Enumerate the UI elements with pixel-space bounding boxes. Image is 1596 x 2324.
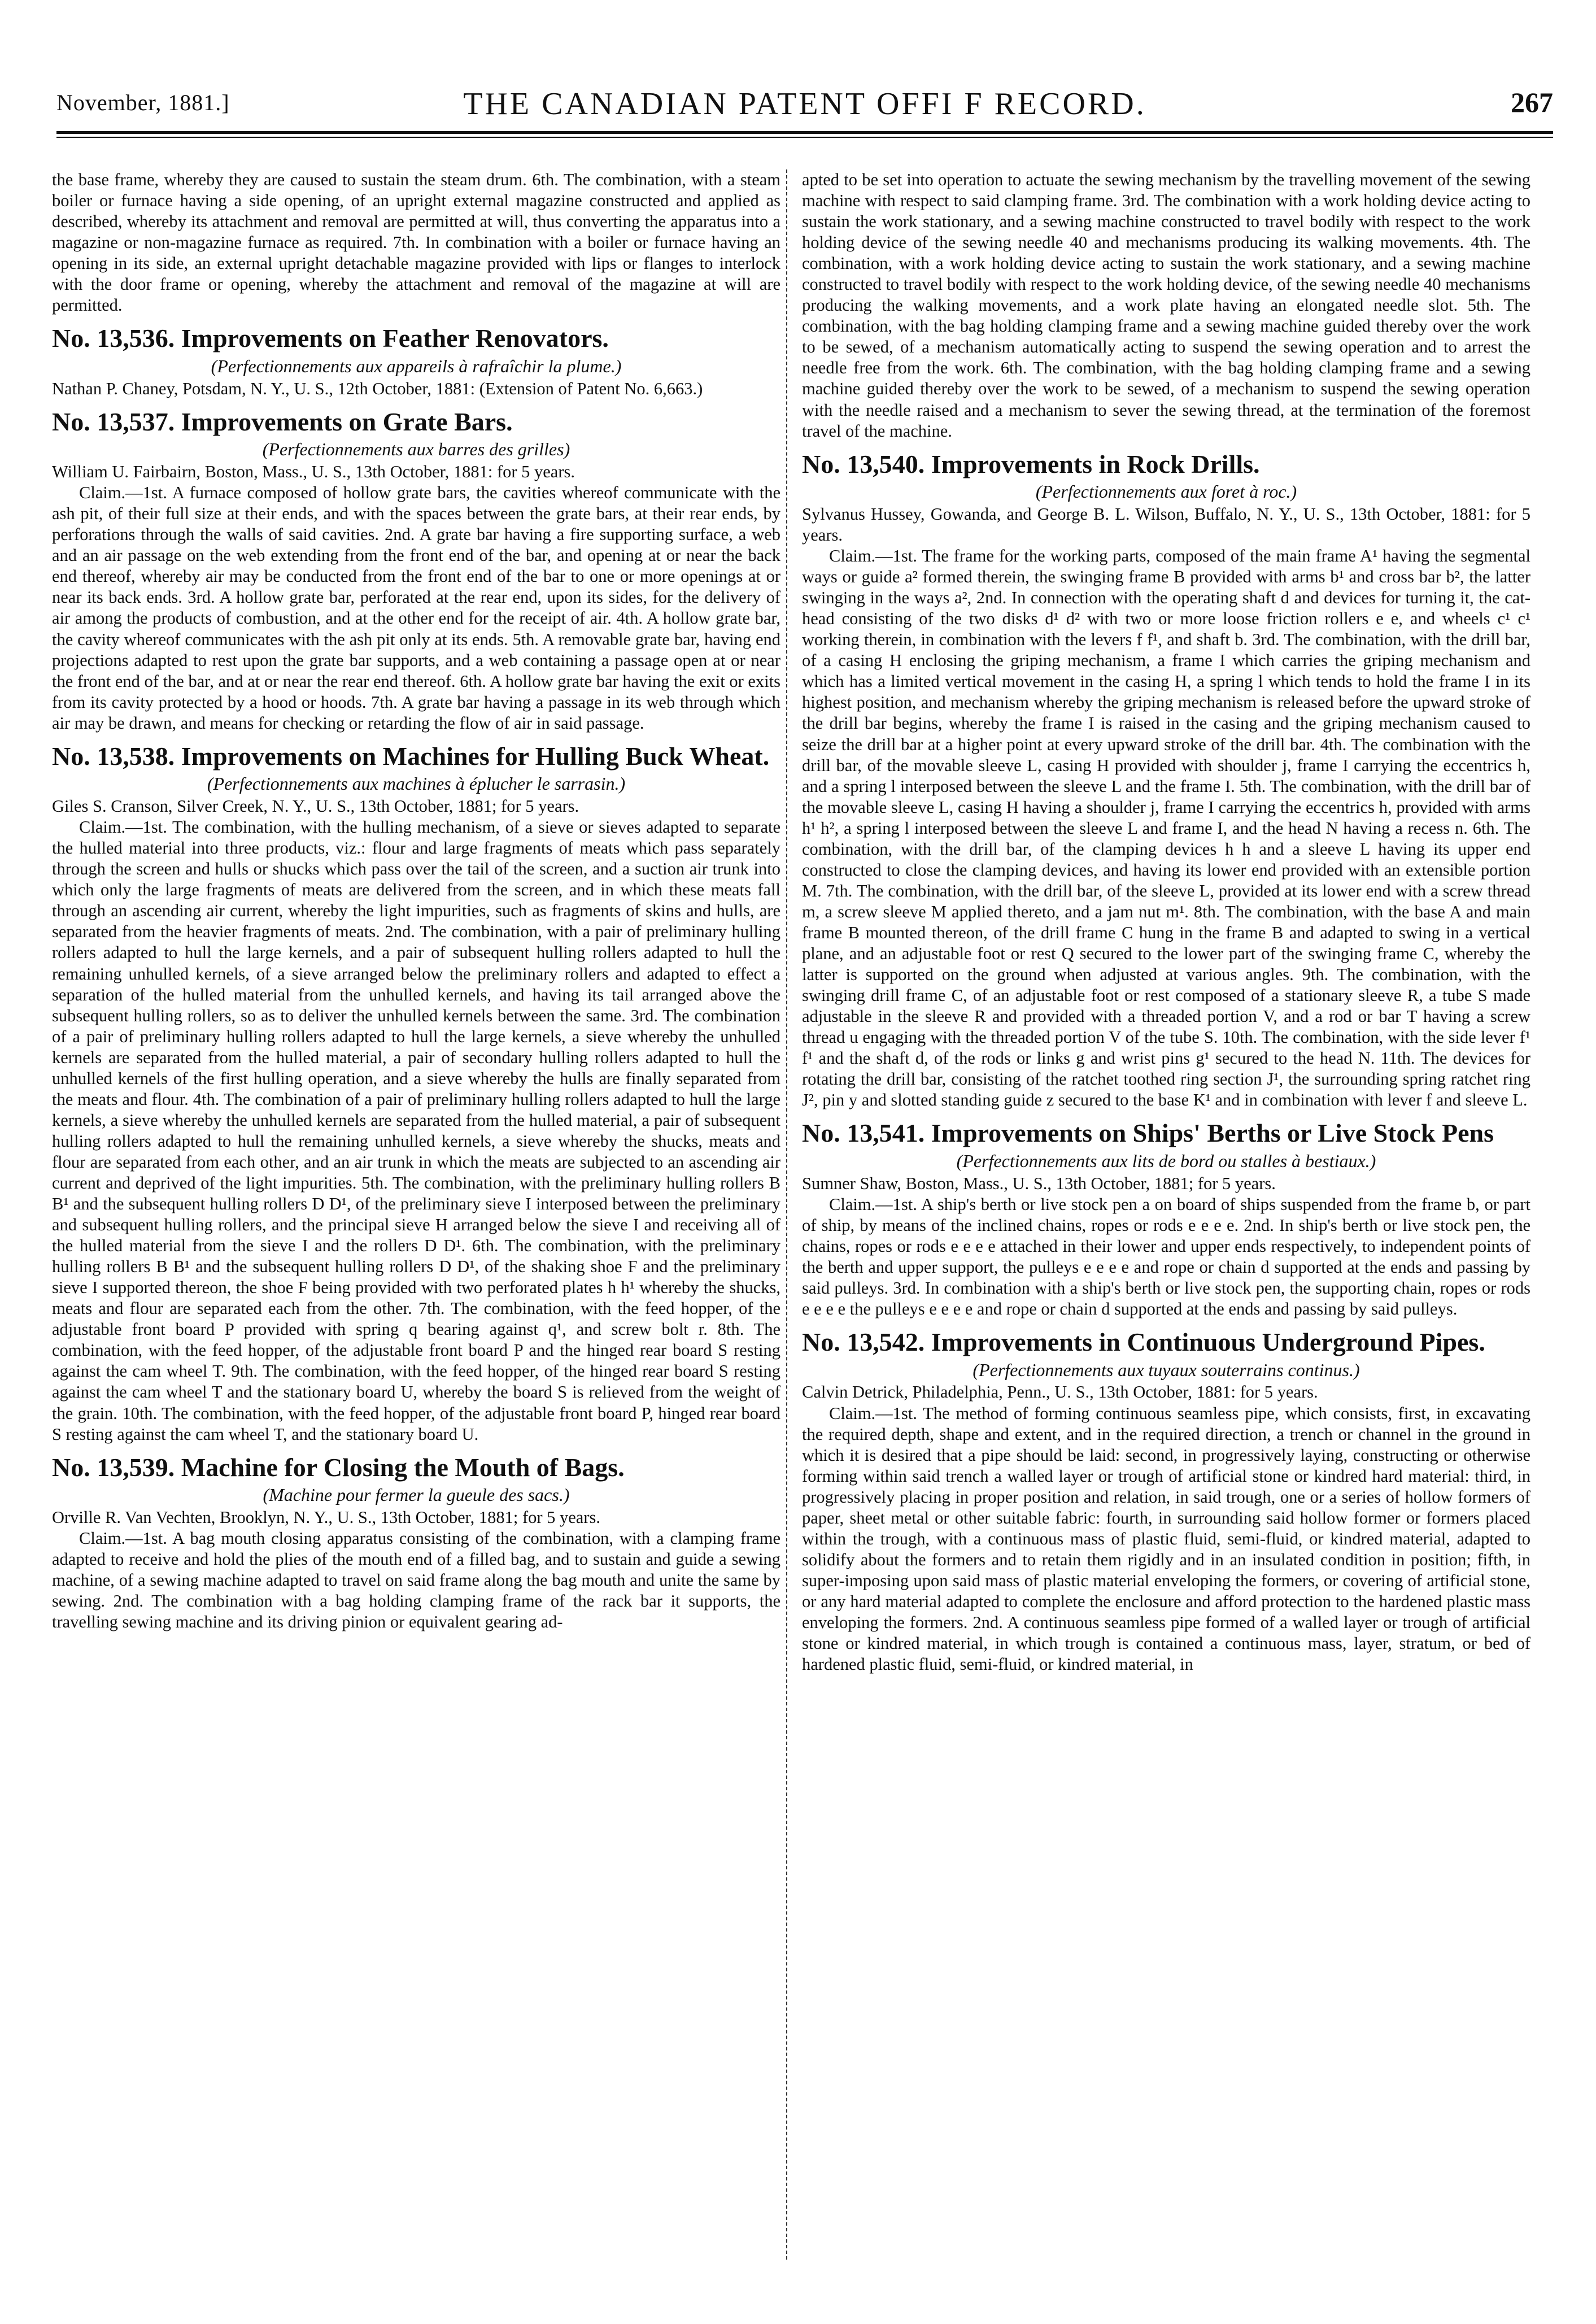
patent-entry bbox=[52, 1453, 780, 1633]
right-column bbox=[802, 169, 1530, 2271]
issue-date: November, 1881.] bbox=[56, 90, 230, 115]
entry-french-title: (Perfectionnements aux lits de bord ou stalles à bestiaux.) bbox=[956, 1150, 1376, 1171]
entry-claims: Claim.—1st. The frame for the working parts, composed of the main frame A¹ having the segmental ways or guide a² formed therein, the swinging frame B provided with arms b¹ and cross bar b², the latter swinging in the ways a², 2nd. In connection with the operating shaft d and devices for turning it, the cat-head consisting of the two disks d¹ d² with two or more loose friction rollers e e, and wheels c¹ c¹ working therein, in combination with the levers f f¹, and shaft b. 3rd. The combination, with the drill bar, of a casing H enclosing the griping mechanism, a frame I which carries the griping mechanism and which has a limited vertical movement in the casing H, a spring l which tends to hold the frame I in its highest position, and mechanism whereby the griping mechanism is released before the upward stroke of the drill bar begins, whereby the frame I is raised in the casing and the griping mechanism caused to seize the drill bar at a higher point at every upward stroke of the drill bar. 4th. The combination with the drill bar, of the movable sleeve L, casing H provided with shoulder j, frame I carrying the eccentrics h, and a spring l interposed between the sleeve L and the frame I. 5th. The combination, with the drill bar of the movable sleeve L, casing H having a shoulder j, frame I carrying the eccentrics h, provided with arms h¹ h², a spring l interposed between the sleeve L and frame I, and the head N having a recess n. 6th. The combination, with the drill bar, of the clamping devices h h and a sleeve L having its upper end constructed to close the clamping devices, and having its lower end provided with an extensible portion M. 7th. The combination, with the drill bar, of the sleeve L, provided at its lower end with a screw thread m, a screw sleeve M applied thereto, and a jam nut m¹. 8th. The combination, with the base A and main frame B mounted thereon, of the drill frame C hung in the frame B and adapted to swing in a vertical plane, and an adjustable foot or rest Q secured to the lower part of the swinging frame C, whereby the latter is supported on the ground when adjusted at various angles. 9th. The combination, with the swinging drill frame C, of an adjustable foot or rest composed of a stationary sleeve R, a tube S made adjustable in the sleeve R and provided with a threaded portion V, and a rod or bar T having a screw thread u engaging with the threaded portion V of the tube S. 10th. The combination, with the side lever f¹ f¹ and the shaft d, of the rods or links g and wrist pins g¹ secured to the head N. 11th. The devices for rotating the drill bar, consisting of the ratchet toothed ring section J¹, the surrounding spring ratchet ring J², pin y and slotted standing guide z secured to the base K¹ and in combination with lever f and sleeve L. bbox=[802, 546, 1530, 1110]
patent-entry bbox=[52, 407, 780, 734]
patent-entry bbox=[802, 450, 1530, 1111]
entry-french-title: (Perfectionnements aux barres des grilles) bbox=[262, 439, 570, 460]
entry-patentee: Nathan P. Chaney, Potsdam, N. Y., U. S., 12th October, 1881: (Extension of Patent No. 6,663.) bbox=[52, 378, 703, 398]
entry-patentee: Calvin Detrick, Philadelphia, Penn., U. S., 13th October, 1881: for 5 years. bbox=[802, 1382, 1318, 1402]
continued-text: the base frame, whereby they are caused to sustain the steam drum. 6th. The combination, with a steam boiler or furnace having a side opening, of an upright external magazine constructed and applied as described, whereby its attachment and removal are permitted at will, thus converting the apparatus into a magazine or non-magazine furnace as required. 7th. In combination with a boiler or furnace having an opening in its side, an external upright detachable magazine provided with lips or flanges to interlock with the door frame or opening, whereby the attachment and removal of the magazine at will are permitted. bbox=[52, 170, 780, 315]
entry-heading: No. 13,541. Improvements on Ships' Berths or Live Stock Pens bbox=[802, 1119, 1494, 1148]
entry-patentee: Sylvanus Hussey, Gowanda, and George B. L. Wilson, Buffalo, N. Y., U. S., 13th October, 1881: for 5 years. bbox=[802, 504, 1530, 545]
entry-french-title: (Perfectionnements aux appareils à rafraîchir la plume.) bbox=[211, 355, 622, 376]
entry-heading: No. 13,539. Machine for Closing the Mouth of Bags. bbox=[52, 1452, 625, 1482]
left-column bbox=[52, 169, 780, 2271]
entry-french-title: (Perfectionnements aux machines à éplucher le sarrasin.) bbox=[207, 773, 626, 794]
entry-claims: Claim.—1st. A bag mouth closing apparatus consisting of the combination, with a clamping frame adapted to receive and hold the plies of the mouth end of a filled bag, and to sustain and guide a sewing machine, of a sewing machine adapted to travel on said frame along the bag mouth and unite the same by sewing. 2nd. The combination with a bag holding clamping frame of the rack bar it supports, the travelling sewing machine and its driving pinion or equivalent gearing ad- bbox=[52, 1529, 780, 1632]
entry-patentee: William U. Fairbairn, Boston, Mass., U. S., 13th October, 1881: for 5 years. bbox=[52, 462, 575, 482]
entry-french-title: (Perfectionnements aux tuyaux souterrains continus.) bbox=[973, 1359, 1360, 1380]
entry-heading: No. 13,542. Improvements in Continuous Underground Pipes. bbox=[802, 1328, 1485, 1357]
entry-heading: No. 13,536. Improvements on Feather Renovators. bbox=[52, 324, 609, 353]
patent-entry bbox=[52, 324, 780, 399]
entry-claims: Claim.—1st. The combination, with the hulling mechanism, of a sieve or sieves adapted to separate the hulled material into three products, viz.: flour and large fragments of meats which pass separately through the screen and hulls or shucks which pass over the tail of the screen, and a suction air trunk into which only the large fragments of meats are delivered from the screen, and in which these meats fall through an ascending air current, whereby the light impurities, such as fragments of skins and hulls, are separated from the heavier fragments of meats. 2nd. The combination, with a pair of preliminary hulling rollers adapted to hull the large kernels, and a pair of subsequent hulling rollers adapted to hull the remaining unhulled kernels, of a sieve arranged below the preliminary rollers and adapted to effect a separation of the hulled material from the unhulled kernels, and having its tail arranged above the subsequent hulling rollers, so as to deliver the unhulled kernels between the same. 3rd. The combination of a pair of preliminary hulling rollers adapted to hull the large kernels, a sieve whereby the unhulled kernels are separated from the hulled material, a pair of secondary hulling rollers adapted to hull the unhulled kernels of the first hulling operation, and a sieve whereby the hulls are finally separated from the meats and flour. 4th. The combination of a pair of preliminary hulling rollers adapted to hull the large kernels, a sieve whereby the unhulled kernels are separated from the hulled material, a pair of subsequent hulling rollers adapted to hull the remaining unhulled kernels, a sieve whereby the shucks, meats and flour are separated from each other, and an air trunk in which the meats are subjected to an ascending air current and deprived of the light impurities. 5th. The combination, with the preliminary hulling rollers B B¹ and the subsequent hulling rollers D D¹, of the preliminary sieve I interposed between the preliminary and subsequent hulling rollers, and the principal sieve H arranged below the sieve I and receiving all of the hulled material from the sieve I and the rollers D D¹. 6th. The combination, with the preliminary hulling rollers B B¹ and the subsequent hulling rollers D D¹, of the shaking shoe F and the preliminary sieve I supported thereon, the shoe F being provided with two perforated plates h h¹ whereby the shucks, meats and flour are separated each from the other. 7th. The combination, with the feed hopper, of the adjustable front board P provided with spring q bearing against q¹, and screw bolt r. 8th. The combination, with the feed hopper, of the adjustable front board P and the hinged rear board S resting against the cam wheel T. 9th. The combination, with the feed hopper, of the hinged rear board S resting against the cam wheel T and the stationary board U, whereby the board S is relieved from the weight of the grain. 10th. The combination, with the feed hopper, of the adjustable front board P, hinged rear board S resting against the cam wheel T, and the stationary board U. bbox=[52, 817, 780, 1444]
entry-claims: Claim.—1st. A ship's berth or live stock pen a on board of ships suspended from the frame b, or part of ship, by means of the inclined chains, ropes or rods e e e e. 2nd. In ship's berth or live stock pen, the chains, ropes or rods e e e e attached in their lower and upper ends respectively, to independent points of the berth and upper support, the pulleys e e e e and rope or chain d supported at the ends and passing by said pulleys. 3rd. In combination with a ship's berth or live stock pen, the supporting chain, ropes or rods e e e e the pulleys e e e e and rope or chain d supported at the ends and passing by said pulleys. bbox=[802, 1194, 1530, 1319]
entry-heading: No. 13,540. Improvements in Rock Drills. bbox=[802, 449, 1260, 478]
entry-heading: No. 13,537. Improvements on Grate Bars. bbox=[52, 407, 513, 436]
patent-entry bbox=[802, 1119, 1530, 1320]
header-rule-thin bbox=[56, 137, 1553, 138]
column-divider bbox=[786, 169, 787, 2260]
publication-title: THE CANADIAN PATENT OFFI F RECORD. bbox=[463, 86, 1146, 121]
patent-entry bbox=[52, 742, 780, 1445]
page-number: 267 bbox=[1511, 86, 1553, 118]
entry-patentee: Orville R. Van Vechten, Brooklyn, N. Y., U. S., 13th October, 1881; for 5 years. bbox=[52, 1508, 600, 1527]
entry-heading: No. 13,538. Improvements on Machines for Hulling Buck Wheat. bbox=[52, 741, 770, 771]
page-header bbox=[56, 86, 1553, 123]
entry-french-title: (Perfectionnements aux foret à roc.) bbox=[1035, 481, 1297, 502]
entry-claims: Claim.—1st. A furnace composed of hollow grate bars, the cavities whereof communicate with the ash pit, of their full size at their ends, and with the spaces between the grate bars, at their rear ends, by perforations through the walls of said cavities. 2nd. A grate bar having a fire supporting surface, a web and an air passage on the web extending from the front end of the bar, and opening at or near the back end thereof, whereby air may be conducted from the front end of the bar to one or more openings at or near its back ends. 3rd. A hollow grate bar, perforated at the rear end, upon its sides, for the delivery of air among the products of combustion, and at the other end for the receipt of air. 4th. A hollow grate bar, the cavity whereof communicates with the ash pit only at its ends. 5th. A removable grate bar, having end projections adapted to rest upon the grate bar supports, and a web containing a passage open at or near the front end of the bar, and at or near the rear end thereof. 6th. A hollow grate bar having the exit or exits from its cavity protected by a hood or hoods. 7th. A grate bar having a passage in its web through which air may be drawn, and means for checking or retarding the flow of air in said passage. bbox=[52, 483, 780, 733]
continued-text: apted to be set into operation to actuate the sewing mechanism by the travelling movement of the sewing machine with respect to said clamping frame. 3rd. The combination with a work holding device acting to sustain the work stationary, and a sewing machine constructed to travel bodily with respect to the work holding device of the sewing needle 40 and mechanisms producing its walking movements. 4th. The combination, with a work holding device acting to sustain the work stationary, and a sewing machine constructed to travel bodily with respect to the work holding device, of the sewing needle 40 mechanisms producing the walking movements, and a work plate having an elongated needle slot. 5th. The combination, with the bag holding clamping frame and a sewing machine guided thereby over the work to be sewed, of a mechanism automatically acting to suspend the sewing operation and to arrest the needle free from the work. 6th. The combination, with the bag holding clamping frame and a sewing machine guided thereby over the work to be sewed, of a mechanism to suspend the sewing operation with the needle raised and a mechanism to sever the sewing thread, at the termination of the foremost travel of the machine. bbox=[802, 170, 1530, 441]
entry-patentee: Giles S. Cranson, Silver Creek, N. Y., U. S., 13th October, 1881; for 5 years. bbox=[52, 797, 579, 816]
entry-patentee: Sumner Shaw, Boston, Mass., U. S., 13th October, 1881; for 5 years. bbox=[802, 1173, 1276, 1193]
header-rule bbox=[56, 131, 1553, 134]
patent-entry bbox=[802, 1328, 1530, 1675]
entry-french-title: (Machine pour fermer la gueule des sacs.) bbox=[263, 1485, 570, 1505]
entry-claims: Claim.—1st. The method of forming continuous seamless pipe, which consists, first, in excavating the required depth, shape and extent, and in the required direction, a trench or channel in the ground in which it is desired that a pipe should be laid: second, in progressively laying, constructing or otherwise forming within said trench a walled layer or trough of artificial stone or kindred hard material: third, in progressively placing in proper position and relation, in said trough, one or a series of hollow formers of paper, sheet metal or other suitable fabric: fourth, in surrounding said hollow former or formers placed within the trough, with a continuous mass of plastic fluid, semi-fluid, or kindred material, adapted to solidify about the formers and to retain them rigidly and in an insulated condition in position; fifth, in super-imposing upon said mass of plastic material enveloping the formers, or covering of artificial stone, or any hard material adapted to complete the enclosure and afford protection to the hardened plastic mass enveloping the formers. 2nd. A continuous seamless pipe formed of a walled layer or trough of artificial stone or kindred material, in which trough is contained a continuous mass, layer, stratum, or bed of hardened plastic fluid, semi-fluid, or kindred material, in bbox=[802, 1403, 1530, 1674]
